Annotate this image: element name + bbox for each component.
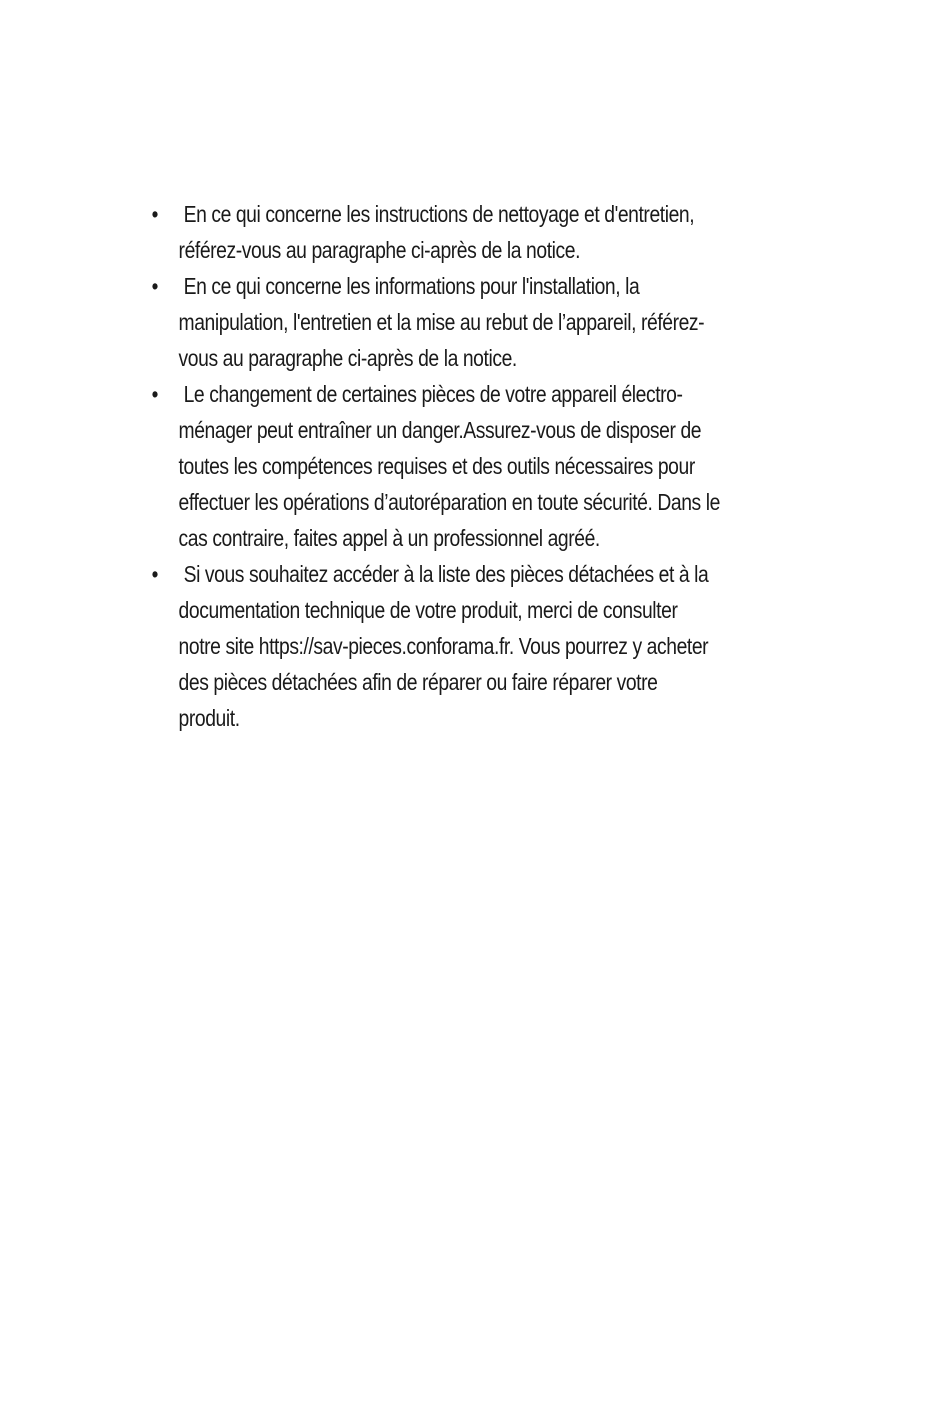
notice-bullet-list [150, 196, 721, 736]
list-item-text [179, 196, 722, 268]
bullet-icon: • [151, 561, 159, 587]
list-item-cleaning [150, 196, 721, 268]
list-item-text [179, 376, 722, 556]
list-item-installation [150, 268, 721, 376]
cleaning-instructions-text: En ce qui concerne les instructions de nettoyage et d'entretien, référez-vous au paragraphe ci-après de la notice. [178, 201, 695, 263]
bullet-icon: • [151, 201, 159, 227]
list-item-text [179, 268, 722, 376]
list-item-spare-parts [150, 556, 721, 736]
installation-info-text: En ce qui concerne les informations pour l'installation, la manipulation, l'entretien et la mise au rebut de l’appareil, référez-vous au paragraphe ci-après de la notice. [178, 273, 705, 371]
bullet-icon: • [151, 381, 159, 407]
parts-safety-text: Le changement de certaines pièces de votre appareil électro-ménager peut entraîner un danger.Assurez-vous de disposer de toutes les compétences requises et des outils nécessaires pour effectuer les opérations d’autoréparation en toute sécurité. Dans le cas contraire, faites appel à un professionnel agréé. [178, 381, 720, 551]
spare-parts-text: Si vous souhaitez accéder à la liste des pièces détachées et à la documentation technique de votre produit, merci de consulter notre site https://sav-pieces.conforama.fr. Vous pourrez y acheter des pièces détachées afin de réparer ou faire réparer votre produit. [178, 561, 709, 731]
list-item-text [179, 556, 722, 736]
bullet-icon: • [151, 273, 159, 299]
list-item-parts-safety [150, 376, 721, 556]
